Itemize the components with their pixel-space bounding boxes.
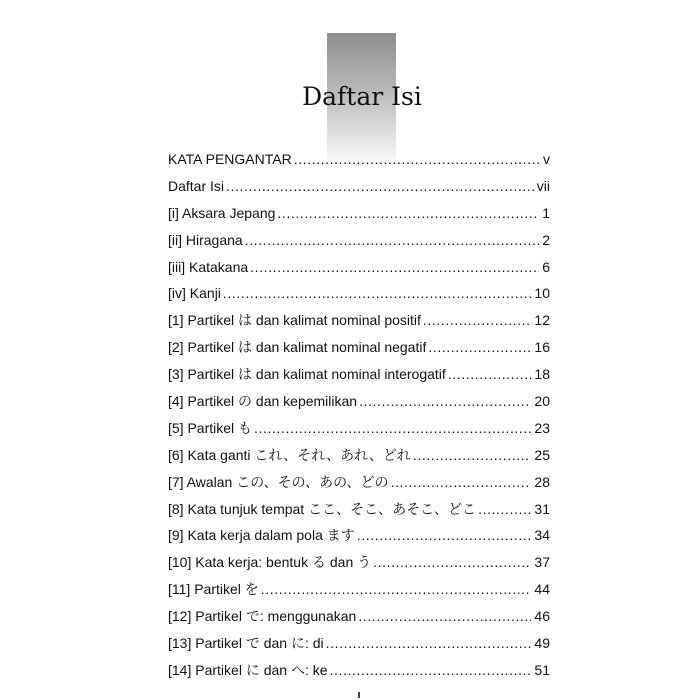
page-bottom-mark bbox=[358, 692, 360, 698]
toc-leader-dots bbox=[423, 307, 532, 334]
toc-entry-page: 25 bbox=[534, 446, 550, 463]
toc-leader-dots bbox=[294, 146, 540, 173]
toc-entry-title: [4] Partikel の dan kepemilikan bbox=[168, 393, 358, 410]
toc-entry-title: [12] Partikel で: menggunakan bbox=[168, 608, 357, 625]
toc-entry-page: 18 bbox=[534, 366, 550, 383]
toc-entry-title: [8] Kata tunjuk tempat ここ、そこ、あそこ、どこ bbox=[168, 500, 477, 517]
toc-entry-title: [6] Kata ganti これ、それ、あれ、どれ bbox=[168, 446, 411, 463]
toc-entry-title: [i] Aksara Jepang bbox=[168, 204, 276, 221]
toc-entry[interactable] bbox=[168, 146, 550, 173]
toc-entry-title: [iv] Kanji bbox=[168, 285, 221, 302]
toc-entry-page: v bbox=[543, 151, 550, 167]
toc-entry-page: 51 bbox=[534, 661, 550, 678]
toc-leader-dots bbox=[245, 227, 540, 254]
toc-leader-dots bbox=[448, 361, 532, 388]
toc-entry-title: [5] Partikel も bbox=[168, 419, 253, 436]
toc-entry-page: 31 bbox=[534, 500, 550, 517]
toc-entry[interactable] bbox=[168, 657, 550, 684]
toc-entry[interactable] bbox=[168, 280, 550, 307]
toc-entry-title: [13] Partikel で dan に: di bbox=[168, 635, 324, 652]
page-title: Daftar Isi bbox=[302, 82, 422, 111]
toc-entry-title: Daftar Isi bbox=[168, 177, 225, 194]
toc-entry-page: 23 bbox=[534, 419, 550, 436]
toc-entry[interactable] bbox=[168, 496, 550, 523]
toc-entry-page: 6 bbox=[542, 258, 550, 275]
toc-entry[interactable] bbox=[168, 576, 550, 603]
toc-entry-title: [9] Kata kerja dalam pola ます bbox=[168, 527, 355, 544]
toc-leader-dots bbox=[359, 388, 531, 415]
toc-entry-title: [3] Partikel は dan kalimat nominal interogatif bbox=[168, 366, 446, 383]
toc-entry-title: [1] Partikel は dan kalimat nominal positif bbox=[168, 312, 421, 329]
toc-leader-dots bbox=[277, 200, 539, 227]
toc-entry-title: [iii] Katakana bbox=[168, 258, 249, 275]
toc-entry[interactable] bbox=[168, 388, 550, 415]
toc-leader-dots bbox=[357, 522, 532, 549]
toc-entry[interactable] bbox=[168, 254, 550, 281]
toc-entry[interactable] bbox=[168, 361, 550, 388]
toc-entry-page: 44 bbox=[534, 581, 550, 598]
toc-entry[interactable] bbox=[168, 200, 550, 227]
toc-leader-dots bbox=[478, 496, 531, 523]
toc-leader-dots bbox=[250, 254, 539, 281]
toc-entry[interactable] bbox=[168, 630, 550, 657]
toc-entry-title: [ii] Hiragana bbox=[168, 231, 243, 248]
toc-entry[interactable] bbox=[168, 334, 550, 361]
toc-leader-dots bbox=[326, 630, 532, 657]
toc-entry[interactable] bbox=[168, 522, 550, 549]
toc-entry-page: 12 bbox=[534, 312, 550, 329]
toc-entry-page: 16 bbox=[534, 339, 550, 356]
toc-entry-page: 20 bbox=[534, 393, 550, 410]
toc-leader-dots bbox=[261, 576, 532, 603]
toc-entry[interactable] bbox=[168, 227, 550, 254]
toc-leader-dots bbox=[428, 334, 531, 361]
toc-entry-page: 46 bbox=[534, 608, 550, 625]
toc-entry-page: 2 bbox=[542, 231, 550, 248]
toc-entry-title: [7] Awalan この、その、あの、どの bbox=[168, 473, 389, 490]
toc-entry[interactable] bbox=[168, 603, 550, 630]
toc-leader-dots bbox=[254, 415, 531, 442]
toc-entry-page: 49 bbox=[534, 635, 550, 652]
toc-entry-page: 28 bbox=[534, 473, 550, 490]
toc-entry-title: [10] Kata kerja: bentuk る dan う bbox=[168, 554, 372, 571]
toc-entry-page: 37 bbox=[534, 554, 550, 571]
toc-entry[interactable] bbox=[168, 442, 550, 469]
toc-entry-page: 34 bbox=[534, 527, 550, 544]
toc-entry[interactable] bbox=[168, 173, 550, 200]
toc-entry[interactable] bbox=[168, 469, 550, 496]
table-of-contents bbox=[168, 146, 550, 684]
toc-entry-title: KATA PENGANTAR bbox=[168, 151, 292, 167]
toc-leader-dots bbox=[391, 469, 532, 496]
toc-leader-dots bbox=[358, 603, 531, 630]
toc-entry-title: [2] Partikel は dan kalimat nominal negatif bbox=[168, 339, 427, 356]
toc-entry-title: [14] Partikel に dan へ: ke bbox=[168, 661, 328, 678]
toc-leader-dots bbox=[226, 173, 534, 200]
toc-leader-dots bbox=[413, 442, 532, 469]
toc-leader-dots bbox=[330, 657, 532, 684]
toc-entry-page: vii bbox=[536, 177, 550, 194]
toc-entry-page: 10 bbox=[534, 285, 550, 302]
toc-entry-title: [11] Partikel を bbox=[168, 581, 259, 598]
toc-entry[interactable] bbox=[168, 549, 550, 576]
toc-entry[interactable] bbox=[168, 307, 550, 334]
toc-leader-dots bbox=[373, 549, 531, 576]
toc-leader-dots bbox=[223, 280, 532, 307]
toc-entry[interactable] bbox=[168, 415, 550, 442]
toc-entry-page: 1 bbox=[542, 204, 550, 221]
